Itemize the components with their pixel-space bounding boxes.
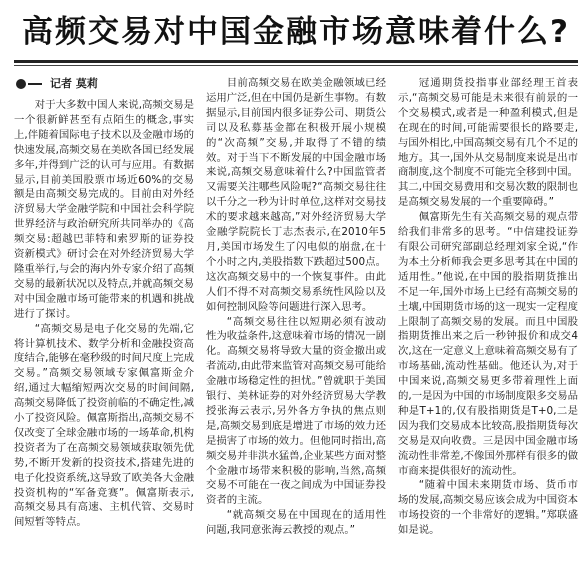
headline: 高频交易对中国金融市场意味着什么? — [22, 14, 570, 50]
paragraph: 佩富斯先生有关高频交易的观点带给我们非常多的思考。“中信建投证券有限公司研究部副总经理刘家全说,“作为本土分析师我会更多思考其在中国的适用性。”他说,在中国的股指期货推出不足一年,国外市场上已经有高频交易的土壤,中国期货市场的这一现实一定程度上限制了高频交易的发展。而且中国股指期货推出来之后一秒钟报价和成交4次,这在一定意义上意味着高频交易有了市场基础,流动性基础。他还认为,对于中国来说,高频交易更多带着理性上面的,一是因为中国的市场制度限多交易品种是T+1的,仅有股指期货是T+0,二是因为我们交易成本比较高,股指期货每次交易是双向收费。三是因中国金融市场流动性非常差,不像国外那样有很多的做市商来提供很好的流动性。 — [398, 211, 578, 477]
article-column-2 — [206, 76, 386, 576]
article-column-1 — [14, 76, 194, 576]
paragraph: “高频交易是电子化交易的先端,它将计算机技术、数学分析和金融投资高度结合,能够在毫秒级的时间尺度上完成交易。”高频交易领域专家佩富斯金介绍,通过大幅缩短两次交易的时间间隔,高频交易降低了投资前临的不确定性,减小了投资风险。佩富斯指出,高频交易不仅改变了全球金融市场的一场革命,机构投资者为了在高频交易领域获取领先优势,不断开发新的投资技术,搭建先进的电子化投资系统,这导致了欧美各大金融投资机构的“军备竞赛”。佩富斯表示,高频交易具有高速、主机代管、交易时间短暂等特点。 — [14, 322, 194, 529]
byline — [14, 76, 194, 92]
paragraph: “随着中国未来期货市场、货币市场的发展,高频交易应该会成为中国资本市场投资的一个非常好的逻辑。”郑联盛如是说。 — [398, 479, 578, 537]
paragraph: “高频交易往往以短期必须有波动性为收益条件,这意味着市场的情况一剧化。高频交易将导致大量的资金撤出或者流动,由此带来监管对高频交易可能给金融市场稳定性的担忧。”曾就职于美国银行、美林证券的对外经济贸易大学教授张海云表示,另外各方争执的焦点则是,高频交易到底是增进了市场的效力还是损害了市场的效力。但他同时指出,高频交易并非洪水猛兽,企业某些方面对整个金融市场带来积极的影响,当然,高频交易不可能在一夜之间成为中国证券投资者的主流。 — [206, 315, 386, 507]
article-column-3 — [398, 76, 578, 576]
headline-rule-thin — [14, 65, 578, 66]
article-columns — [14, 76, 578, 576]
paragraph: “就高频交易在中国现在的适用性问题,我同意张海云教授的观点。” — [206, 509, 386, 537]
headline-rule-thick — [14, 60, 578, 63]
byline-marker-icon — [14, 77, 44, 91]
paragraph: 冠通期货投指事业部经理王首表示,“高频交易可能是未来很有前景的一个交易模式,或者是一种盈利模式,但是在现在的时间,可能需要很长的路要走,与国外相比,中国高频交易有几个不足的地方。其一,国外从交易制度来说是出市商制度,这个制度不可能完全移到中国。其二,中国交易费用和交易次数的限制也是高频交易发展的一个重要障碍。” — [398, 77, 578, 209]
paragraph: 目前高频交易在欧美金融领域已经运用广泛,但在中国仍是新生事物。有数据显示,目前国内很多证券公司、期货公司以及私募基金都在积极开展小规模的“次高频”交易,并取得了不错的绩效。对于当下不断发展的中国金融市场来说,高频交易意味着什么?中国监管者又需要关注哪些风险呢?“高频交易往往以千分之一秒为计时单位,这样对交易技术的要求越来越高,”对外经济贸易大学金融学院院长丁志杰表示,在2010年5月,美国市场发生了闪电似的崩盘,在十个小时之内,美股指数下跌超过500点。这次高频交易中的一个恢复事件。由此人们不得不对高频交易系统性风险以及如何控制风险等问题进行深入思考。 — [206, 77, 386, 313]
byline-text: 记者 莫莉 — [50, 76, 98, 90]
paragraph: 对于大多数中国人来说,高频交易是一个很新鲜甚至有点陌生的概念,事实上,伴随着国际电子技术以及金融市场的快速发展,高频交易在美欧各国已经发展多年,并得到广泛的认可与应用。有数据显示,目前美国股票市场近60%的交易额是由高频交易完成的。目前由对外经济贸易大学金融学院和中国社会科学院世界经济与政治研究所共同举办的《高频交易:超越巴菲特和索罗斯的证券投资新模式》研讨会在对外经济贸易大学隆重举行,与会的海内外专家介绍了高频交易的最新状况以及特点,并就高频交易对中国金融市场可能带来的机遇和挑战进行了探讨。 — [14, 99, 194, 320]
